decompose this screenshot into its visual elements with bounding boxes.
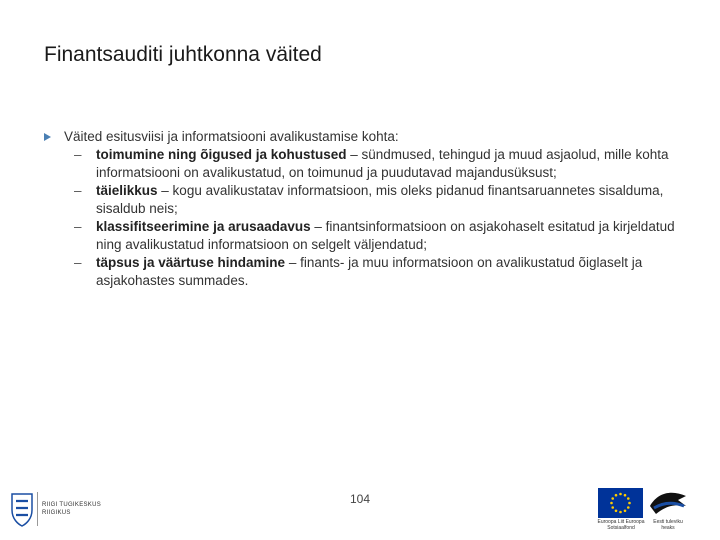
sub-bullet-item <box>44 218 684 254</box>
dash-bullet-icon: – <box>74 219 82 234</box>
ministry-name <box>42 501 101 517</box>
page-number: 104 <box>349 492 371 506</box>
dash-bullet-icon: – <box>74 183 82 198</box>
slide-content <box>44 128 684 290</box>
sub-bullet-term: klassifitseerimine ja arusaadavus <box>96 219 311 234</box>
sub-bullet-item <box>44 254 684 290</box>
sub-bullet-definition: – sündmused, tehingud ja muud asjaolud, mille kohta informatsiooni on avalikustatud, on toimunud ja puudutavad majandusüksust; <box>96 147 669 180</box>
eu-caption: Euroopa Liit Euroopa Sotsiaalfond <box>597 519 645 531</box>
eu-star <box>627 506 630 509</box>
slide-title: Finantsauditi juhtkonna väited <box>44 43 322 66</box>
ministry-logo <box>10 490 130 530</box>
eu-star <box>624 509 627 512</box>
eu-star <box>611 506 614 509</box>
eu-star <box>624 494 627 497</box>
estonia-swallow-icon <box>648 486 688 518</box>
dash-bullet-icon: – <box>74 147 82 162</box>
eu-star <box>615 509 618 512</box>
estonia-caption: Eesti tuleviku heaks <box>653 519 683 531</box>
sub-bullet-term: täielikkus <box>96 183 158 198</box>
eu-flag-icon <box>598 488 643 518</box>
sub-bullet-term: täpsus ja väärtuse hindamine <box>96 255 286 270</box>
sub-bullet-item <box>44 146 684 182</box>
ministry-name-line2: RIIGIKUS <box>42 510 71 516</box>
eu-star <box>628 502 631 505</box>
bullet-main-text: Väited esitusviisi ja informatsiooni avalikustamise kohta: <box>64 129 399 144</box>
eu-star <box>619 511 622 514</box>
eu-star <box>615 494 618 497</box>
sub-bullet-term: toimumine ning õigused ja kohustused <box>96 147 347 162</box>
sub-bullet-definition: – finants- ja muu informatsioon on avalikustatud õiglaselt ja asjakohastes summades. <box>96 255 643 288</box>
bullet-main <box>44 128 684 146</box>
sub-bullet-item <box>44 182 684 218</box>
sub-bullet-definition: – finantsinformatsioon on asjakohaselt esitatud ja kirjeldatud ning avalikustatud informatsioon on selgelt väljendatud; <box>96 219 675 252</box>
sub-bullet-list <box>44 146 684 290</box>
eu-star <box>627 497 630 500</box>
triangle-bullet-icon <box>44 133 51 141</box>
coat-of-arms-icon <box>10 492 34 528</box>
logo-divider <box>37 492 38 526</box>
eu-star <box>611 497 614 500</box>
dash-bullet-icon: – <box>74 255 82 270</box>
eu-star <box>610 502 613 505</box>
sub-bullet-definition: – kogu avalikustatav informatsioon, mis oleks pidanud finantsaruannetes sisalduma, sisaldub neis; <box>96 183 664 216</box>
ministry-name-line1: RIIGI TUGIKESKUS <box>42 502 102 508</box>
eu-star <box>619 493 622 496</box>
